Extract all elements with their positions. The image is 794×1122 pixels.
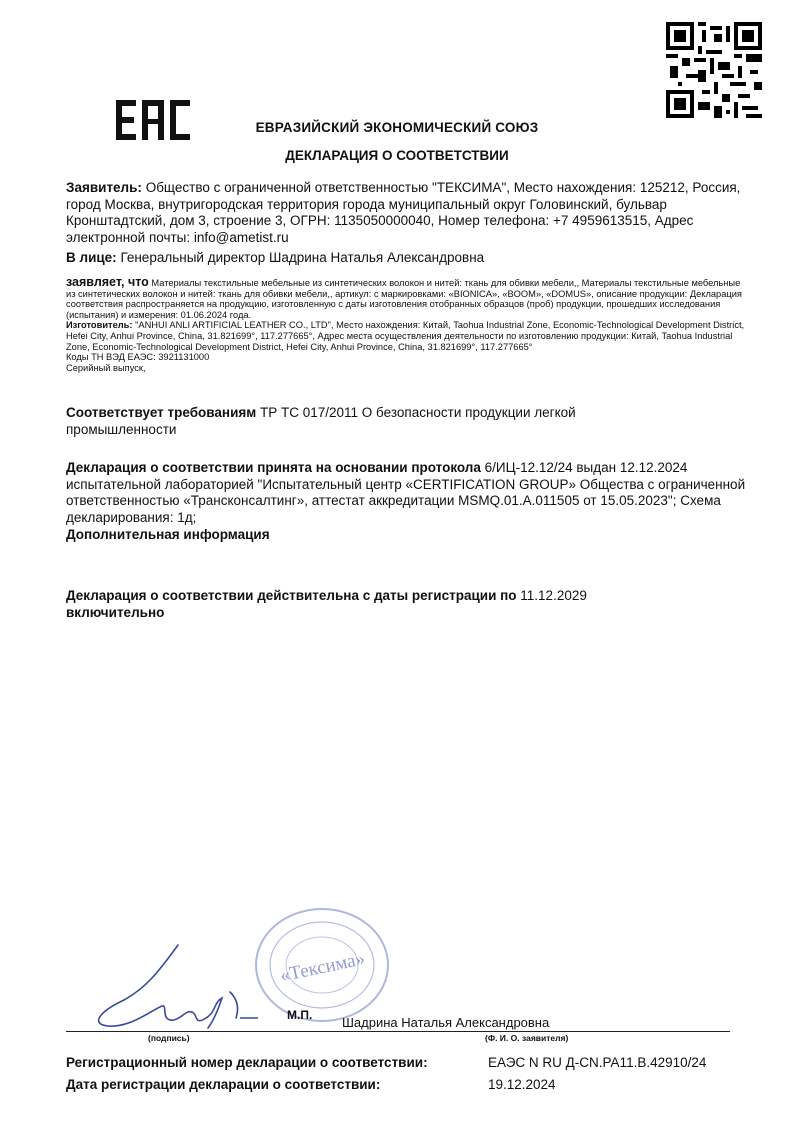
document-title: ДЕКЛАРАЦИЯ О СООТВЕТСТВИИ: [285, 148, 509, 163]
representative-section: [66, 250, 750, 267]
product-description: Материалы текстильные мебельные из синтетических волокон и нитей: ткань для обивки мебели,, Материалы текстильные мебельные из синтетических волокон и нитей: ткань для обивки мебели,, артикул: с маркировками: «BIONICA», «BOOM», «DOMUS», описание продукции: Декларация соответствия распространяется на продукцию, изготовленную с даты изготовления отобранных образцов (проб) продукции, прошедших исследования (испытания) и измерения: 01.06.2024 года.: [66, 278, 742, 320]
protocol-section: [66, 460, 746, 526]
name-caption: (Ф. И. О. заявителя): [485, 1033, 569, 1043]
validity-suffix: включительно: [66, 604, 165, 620]
declaration-section: [66, 277, 750, 373]
conformity-section: [66, 405, 686, 438]
validity-section: [66, 588, 686, 621]
signature-line: [66, 1031, 730, 1032]
registration-number: ЕАЭС N RU Д-CN.PA11.B.42910/24: [488, 1055, 707, 1070]
registration-date-label: Дата регистрации декларации о соответствии:: [66, 1077, 381, 1092]
applicant-text: Общество с ограниченной ответственностью "ТЕКСИМА", Место нахождения: 125212, Россия, город Москва, внутригородская территория города муниципальный округ Головинский, бульвар Кронштадтский, дом 3, строение 3, ОГРН: 1135050000040, Номер телефона: +7 4959613515, Адрес электронной почты: info@ametist.ru: [66, 180, 741, 245]
signer-name: Шадрина Наталья Александровна: [342, 1015, 550, 1030]
conformity-label: Соответствует требованиям: [66, 405, 257, 420]
applicant-section: [66, 180, 750, 246]
registration-number-label: Регистрационный номер декларации о соответствии:: [66, 1055, 428, 1070]
tn-ved-codes: Коды ТН ВЭД ЕАЭС: 3921131000: [66, 352, 210, 363]
applicant-label: Заявитель:: [66, 180, 142, 195]
stamp-text: «Тексима»: [278, 948, 367, 987]
registration-date: 19.12.2024: [488, 1077, 556, 1092]
manufacturer-label: Изготовитель:: [66, 320, 133, 331]
company-stamp: [252, 905, 392, 1025]
additional-info-label: Дополнительная информация: [66, 527, 270, 542]
protocol-label: Декларация о соответствии принята на основании протокола: [66, 460, 481, 475]
qr-code: [666, 22, 762, 118]
signature-scribble: [90, 940, 260, 1030]
representative-text: Генеральный директор Шадрина Наталья Александровна: [116, 250, 485, 265]
serial-release: Серийный выпуск,: [66, 362, 146, 373]
manufacturer-text: "ANHUI ANLI ARTIFICIAL LEATHER CO., LTD", Место нахождения: Китай, Taohua Industrial Zone, Economic-Technological Development District, Hefei City, Anhui Province, China, 31.821699°, 117.277665°, Адрес места осуществления деятельности по изготовлению продукции: Китай, Taohua Industrial Zone, Economic-Technological Development District, Hefei City, Anhui Province, China, 31.821699°, 117.277665°: [66, 320, 745, 352]
representative-label: В лице:: [66, 250, 117, 265]
stamp-place-label: М.П.: [287, 1008, 313, 1022]
validity-label: Декларация о соответствии действительна с даты регистрации по: [66, 588, 517, 603]
declares-label: заявляет, что: [66, 275, 149, 289]
protocol-text: 6/ИЦ-12.12/24 выдан 12.12.2024 испытательной лабораторией "Испытательный центр «CERTIFICATION GROUP» Общества с ограниченной ответственностью «Трансконсалтинг», аттестат аккредитации MSMQ.01.A.011505 от 15.05.2023"; Схема декларирования: 1д;: [66, 460, 746, 525]
signature-caption: (подпись): [148, 1033, 190, 1043]
validity-date: 11.12.2029: [516, 588, 587, 603]
org-title: ЕВРАЗИЙСКИЙ ЭКОНОМИЧЕСКИЙ СОЮЗ: [255, 120, 539, 135]
conformity-text: ТР ТС 017/2011 О безопасности продукции легкой промышленности: [66, 405, 576, 437]
